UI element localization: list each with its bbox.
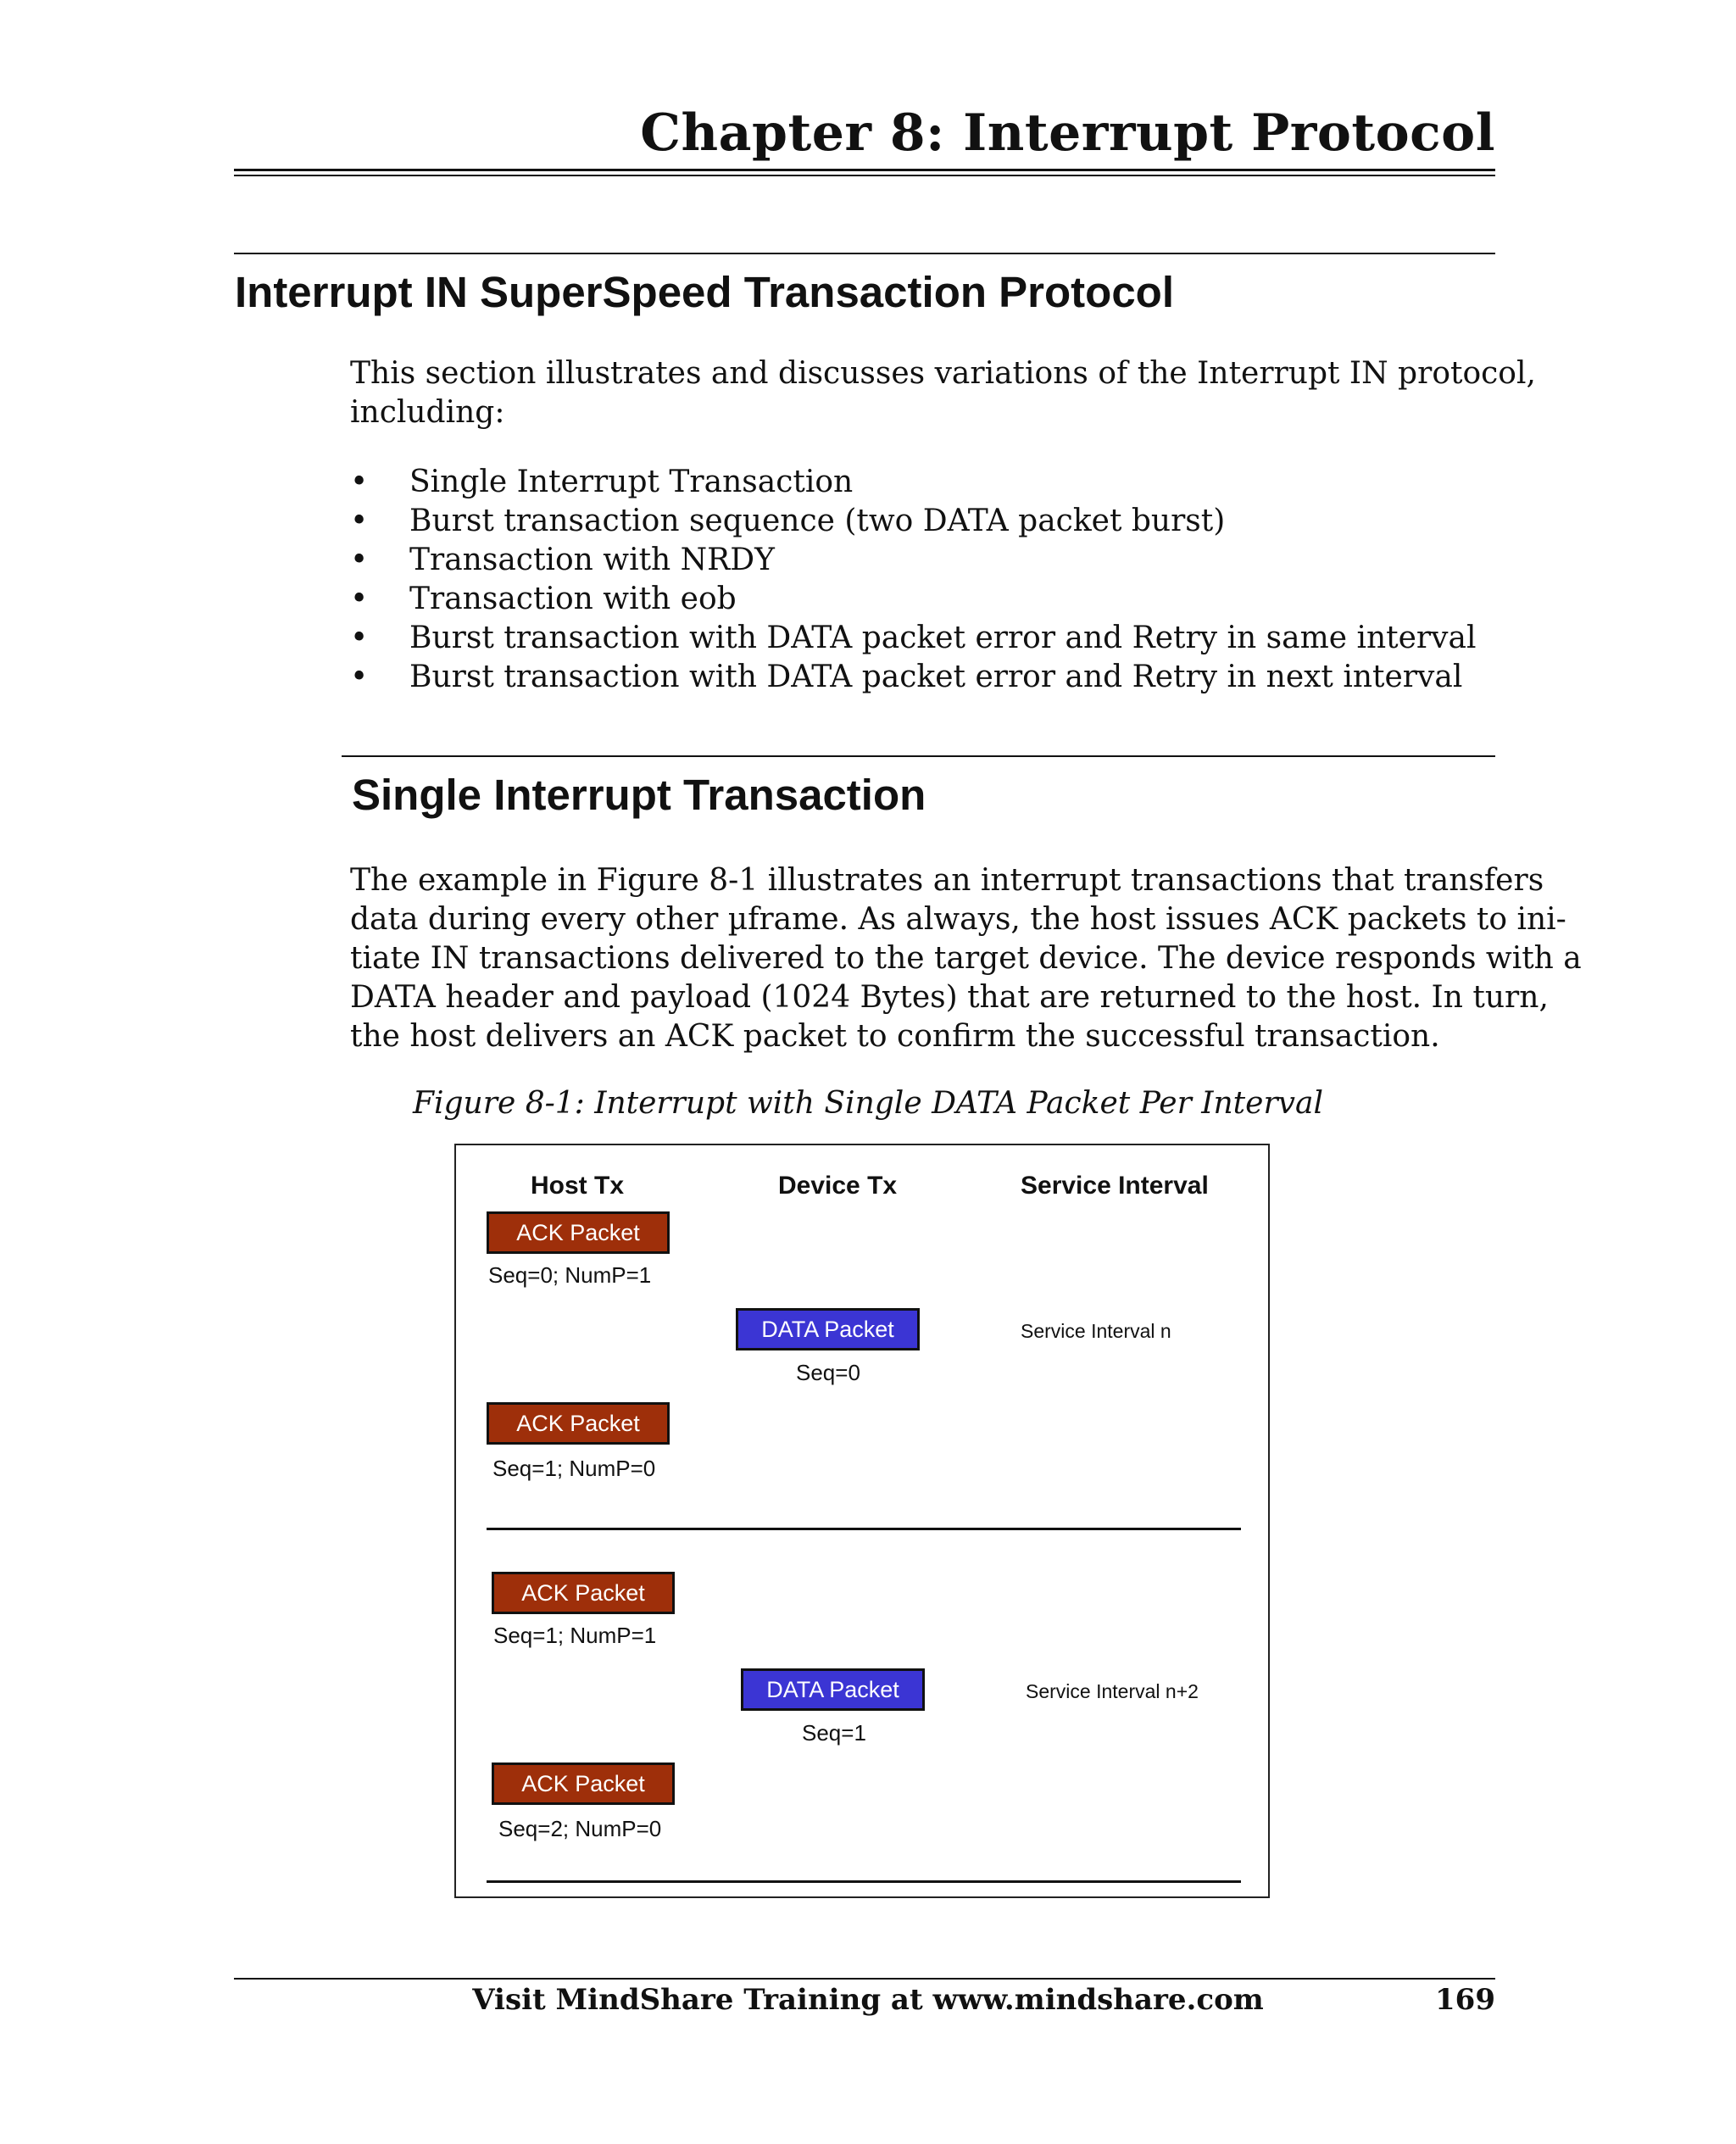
subsection-heading: Single Interrupt Transaction xyxy=(352,771,926,819)
column-header-device: Device Tx xyxy=(778,1172,898,1200)
para-line: data during every other µframe. As always, the host issues ACK packets to ini- xyxy=(350,902,1566,937)
list-item-text: Single Interrupt Transaction xyxy=(409,465,854,499)
bullet-glyph: • xyxy=(350,504,369,538)
ack-packet: ACK Packet xyxy=(487,1211,670,1254)
list-item xyxy=(350,658,1476,697)
bullet-glyph: • xyxy=(350,660,369,694)
data-packet: DATA Packet xyxy=(741,1668,925,1711)
protocol-figure xyxy=(454,1144,1270,1898)
list-item-text: Burst transaction with DATA packet error and Retry in same interval xyxy=(409,621,1477,655)
data-packet: DATA Packet xyxy=(736,1308,920,1350)
intro-paragraph xyxy=(350,354,1536,432)
ack-packet: ACK Packet xyxy=(487,1402,670,1445)
ack-seq-label: Seq=0; NumP=1 xyxy=(488,1262,652,1288)
intro-line: This section illustrates and discusses variations of the Interrupt IN protocol, xyxy=(350,356,1536,391)
list-item-text: Transaction with eob xyxy=(409,582,737,616)
list-item xyxy=(350,619,1476,658)
list-item-text: Burst transaction with DATA packet error and Retry in next interval xyxy=(409,660,1463,694)
footer-rule xyxy=(234,1978,1495,1980)
list-item xyxy=(350,580,1476,619)
para-line: DATA header and payload (1024 Bytes) that are returned to the host. In turn, xyxy=(350,980,1549,1015)
figure-caption: Figure 8-1: Interrupt with Single DATA Packet Per Interval xyxy=(413,1086,1323,1121)
column-header-interval: Service Interval xyxy=(1021,1172,1209,1200)
intro-line: including: xyxy=(350,395,505,430)
interval-divider xyxy=(487,1528,1241,1530)
list-item xyxy=(350,502,1476,541)
list-item xyxy=(350,463,1476,502)
section-heading: Interrupt IN SuperSpeed Transaction Protocol xyxy=(235,268,1175,316)
ack-seq-label: Seq=1; NumP=0 xyxy=(492,1456,656,1481)
subsection-rule xyxy=(342,755,1495,757)
body-paragraph xyxy=(350,861,1582,1056)
list-item-text: Burst transaction sequence (two DATA packet burst) xyxy=(409,504,1226,538)
service-interval-label: Service Interval n xyxy=(1021,1320,1171,1342)
footer-text: Visit MindShare Training at www.mindshare.com xyxy=(472,1983,1264,2017)
para-line: The example in Figure 8-1 illustrates an interrupt transactions that transfers xyxy=(350,863,1544,898)
ack-packet: ACK Packet xyxy=(492,1572,675,1614)
para-line: tiate IN transactions delivered to the target device. The device responds with a xyxy=(350,941,1582,976)
header-rule-top xyxy=(234,169,1495,171)
bullet-glyph: • xyxy=(350,582,369,616)
bullet-glyph: • xyxy=(350,621,369,655)
data-seq-label: Seq=0 xyxy=(796,1360,860,1385)
list-item-text: Transaction with NRDY xyxy=(409,543,775,577)
ack-packet: ACK Packet xyxy=(492,1763,675,1805)
data-seq-label: Seq=1 xyxy=(802,1720,866,1746)
bullet-glyph: • xyxy=(350,465,369,499)
service-interval-label: Service Interval n+2 xyxy=(1026,1680,1199,1702)
bullet-glyph: • xyxy=(350,543,369,577)
chapter-title: Chapter 8: Interrupt Protocol xyxy=(640,103,1495,163)
para-line: the host delivers an ACK packet to confirm the successful transaction. xyxy=(350,1019,1440,1054)
ack-seq-label: Seq=1; NumP=1 xyxy=(493,1623,657,1648)
bullet-list xyxy=(350,463,1476,697)
ack-seq-label: Seq=2; NumP=0 xyxy=(498,1816,662,1841)
section-rule xyxy=(234,253,1495,254)
page-number: 169 xyxy=(1435,1983,1495,2017)
interval-divider xyxy=(487,1880,1241,1883)
header-rule-bottom xyxy=(234,175,1495,176)
list-item xyxy=(350,541,1476,580)
column-header-host: Host Tx xyxy=(531,1172,625,1200)
